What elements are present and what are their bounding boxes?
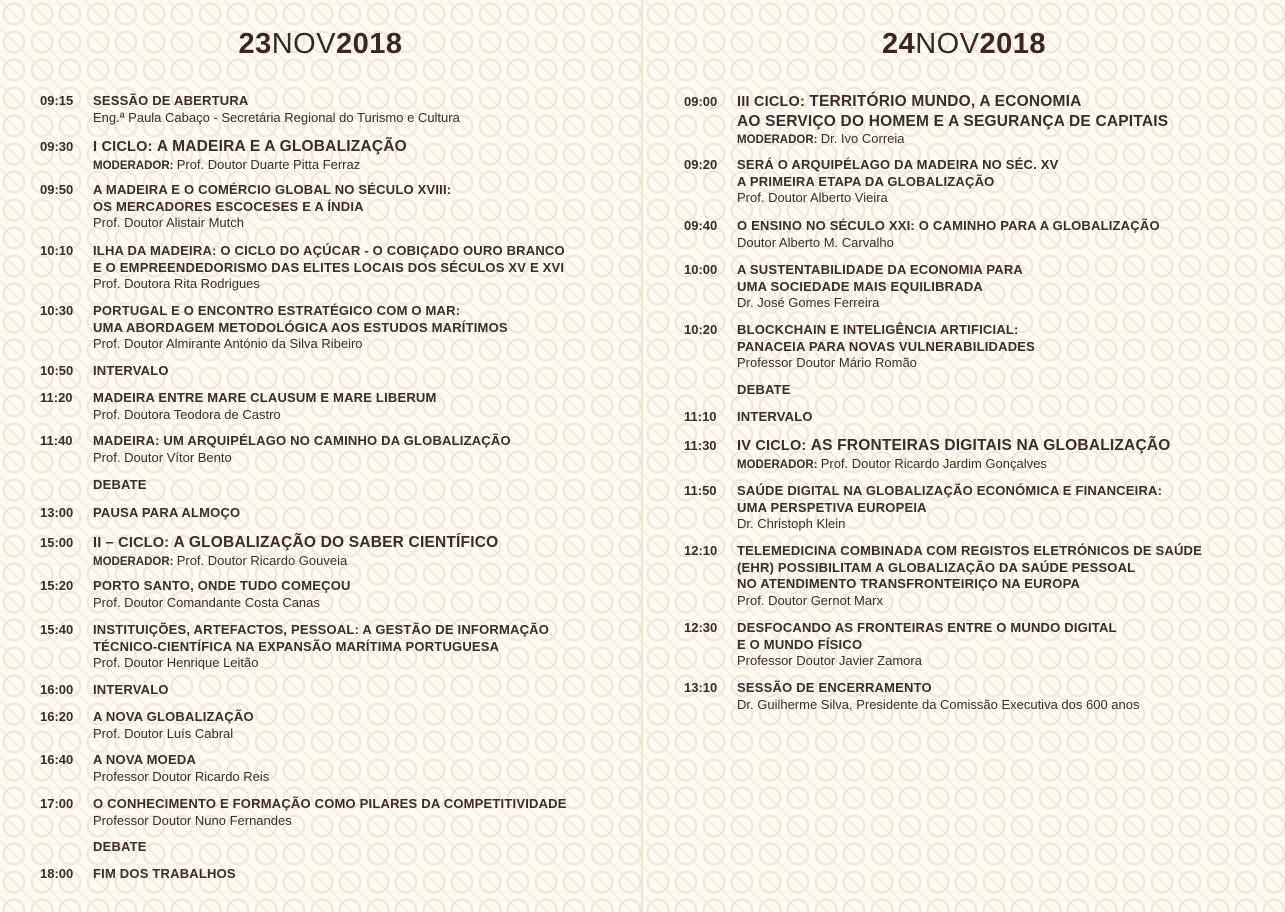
- session-title: MADEIRA: UM ARQUIPÉLAGO NO CAMINHO DA GLOBALIZAÇÃO: [93, 433, 511, 448]
- cycle-item: [40, 137, 620, 175]
- day1-date-heading: [0, 28, 641, 61]
- session-title: (EHR) POSSIBILITAM A GLOBALIZAÇÃO DA SAÚDE PESSOAL: [737, 559, 1136, 575]
- cycle-label: I CICLO:: [93, 139, 157, 155]
- schedule-item: [684, 409, 1279, 426]
- schedule-item: [40, 363, 620, 380]
- time-label: 10:20: [684, 322, 718, 337]
- session-title: UMA PERSPETIVA EUROPEIA: [737, 499, 927, 515]
- session-title: SERÁ O ARQUIPÉLAGO DA MADEIRA NO SÉC. XV: [737, 157, 1059, 172]
- day2-date-heading: [643, 28, 1285, 61]
- schedule-item: [40, 866, 620, 883]
- time-label: 09:20: [684, 157, 718, 172]
- time-label: 10:10: [40, 243, 74, 258]
- speaker-name: Prof. Doutor Henrique Leitão: [93, 655, 259, 670]
- session-title: PAUSA PARA ALMOÇO: [93, 505, 241, 520]
- schedule-item: [40, 622, 620, 672]
- time-label: 18:00: [40, 866, 74, 881]
- schedule-item: [684, 262, 1279, 312]
- session-title: TELEMEDICINA COMBINADA COM REGISTOS ELETRÓNICOS DE SAÚDE: [737, 543, 1203, 558]
- cycle-title: TERRITÓRIO MUNDO, A ECONOMIA: [809, 93, 1082, 110]
- schedule-item: [684, 620, 1279, 670]
- cycle-title: A MADEIRA E A GLOBALIZAÇÃO: [156, 138, 407, 155]
- time-label: 16:00: [40, 682, 74, 697]
- time-label: 13:00: [40, 505, 74, 520]
- time-label: 16:40: [40, 752, 74, 767]
- schedule-item: [40, 477, 620, 494]
- day1-date-month: NOV: [271, 28, 337, 60]
- speaker-name: Dr. Christoph Klein: [737, 516, 846, 531]
- schedule-item: [40, 796, 620, 829]
- speaker-name: Professor Doutor Javier Zamora: [737, 653, 922, 668]
- time-label: 11:40: [40, 433, 73, 448]
- session-title: A NOVA GLOBALIZAÇÃO: [93, 709, 254, 724]
- session-title: PORTO SANTO, ONDE TUDO COMEÇOU: [93, 578, 351, 593]
- cycle-heading: [93, 533, 620, 553]
- day2-date-year: 2018: [979, 28, 1047, 60]
- session-title: O ENSINO NO SÉCULO XXI: O CAMINHO PARA A GLOBALIZAÇÃO: [737, 218, 1160, 233]
- time-label: 11:10: [684, 409, 717, 424]
- time-label: 10:30: [40, 303, 74, 318]
- time-label: 16:20: [40, 709, 74, 724]
- cycle-item: [684, 436, 1279, 474]
- session-title: MADEIRA ENTRE MARE CLAUSUM E MARE LIBERUM: [93, 390, 437, 405]
- speaker-name: Prof. Doutora Rita Rodrigues: [93, 276, 260, 291]
- schedule-item: [684, 382, 1279, 399]
- time-label: 11:30: [684, 438, 717, 453]
- speaker-name: Prof. Doutor Comandante Costa Canas: [93, 594, 320, 610]
- session-title: SESSÃO DE ENCERRAMENTO: [737, 680, 932, 695]
- cycle-title: A GLOBALIZAÇÃO DO SABER CIENTÍFICO: [173, 534, 499, 551]
- time-label: 15:20: [40, 578, 74, 593]
- cycle-heading: [93, 137, 620, 157]
- session-title: UMA ABORDAGEM METODOLÓGICA AOS ESTUDOS MARÍTIMOS: [93, 319, 508, 335]
- schedule-item: [684, 322, 1279, 372]
- schedule-item: [684, 543, 1279, 609]
- cycle-item: [40, 533, 620, 571]
- speaker-name: Professor Doutor Nuno Fernandes: [93, 812, 292, 828]
- day2-date-month: NOV: [915, 28, 980, 60]
- time-label: 11:50: [684, 483, 717, 498]
- time-label: 15:40: [40, 622, 74, 637]
- speaker-name: Eng.ª Paula Cabaço - Secretária Regional do Turismo e Cultura: [93, 109, 460, 125]
- speaker-name: Dr. José Gomes Ferreira: [737, 295, 880, 310]
- speaker-name: Professor Doutor Ricardo Reis: [93, 768, 270, 784]
- speaker-name: Doutor Alberto M. Carvalho: [737, 234, 894, 250]
- moderator-label: MODERADOR:: [737, 134, 821, 146]
- session-title: PORTUGAL E O ENCONTRO ESTRATÉGICO COM O MAR:: [93, 303, 461, 318]
- schedule-item: [40, 839, 620, 856]
- cycle-heading: [737, 92, 1279, 112]
- moderator-line: [93, 157, 620, 175]
- time-label: 09:40: [684, 218, 718, 233]
- cycle-title: AS FRONTEIRAS DIGITAIS NA GLOBALIZAÇÃO: [810, 437, 1171, 454]
- schedule-item: [684, 680, 1279, 713]
- speaker-name: Prof. Doutor Luís Cabral: [93, 725, 234, 741]
- speaker-name: Professor Doutor Mário Romão: [737, 355, 917, 370]
- session-title: NO ATENDIMENTO TRANSFRONTEIRIÇO NA EUROPA: [737, 576, 1081, 591]
- speaker-name: Dr. Guilherme Silva, Presidente da Comissão Executiva dos 600 anos: [737, 696, 1140, 712]
- session-title: DESFOCANDO AS FRONTEIRAS ENTRE O MUNDO DIGITAL: [737, 620, 1117, 635]
- session-title: FIM DOS TRABALHOS: [93, 866, 236, 881]
- schedule-item: [40, 433, 620, 466]
- time-label: 12:30: [684, 620, 718, 635]
- session-title: E O MUNDO FÍSICO: [737, 636, 863, 652]
- speaker-name: Prof. Doutora Teodora de Castro: [93, 406, 281, 422]
- session-title: INSTITUIÇÕES, ARTEFACTOS, PESSOAL: A GESTÃO DE INFORMAÇÃO: [93, 622, 550, 637]
- time-label: 12:10: [684, 543, 718, 558]
- moderator-name: Prof. Doutor Duarte Pitta Ferraz: [176, 157, 361, 172]
- time-label: 09:15: [40, 93, 74, 108]
- session-title: ILHA DA MADEIRA: O CICLO DO AÇÚCAR - O COBIÇADO OURO BRANCO: [93, 243, 565, 258]
- moderator-line: [737, 131, 1279, 149]
- speaker-name: Prof. Doutor Alberto Vieira: [737, 190, 888, 205]
- session-title: OS MERCADORES ESCOCESES E A ÍNDIA: [93, 198, 364, 214]
- moderator-name: Prof. Doutor Ricardo Gouveia: [176, 553, 348, 568]
- session-title: INTERVALO: [737, 409, 813, 424]
- schedule-item: [40, 182, 620, 232]
- moderator-label: MODERADOR:: [93, 556, 177, 568]
- day2-date-day: 24: [881, 28, 916, 60]
- schedule-item: [684, 218, 1279, 251]
- schedule-item: [40, 303, 620, 353]
- moderator-name: Dr. Ivo Correia: [820, 131, 905, 146]
- speaker-name: Prof. Doutor Alistair Mutch: [93, 215, 244, 230]
- schedule-item: [40, 243, 620, 293]
- session-title: UMA SOCIEDADE MAIS EQUILIBRADA: [737, 278, 984, 294]
- schedule-item: [40, 709, 620, 742]
- cycle-item: [684, 92, 1279, 149]
- moderator-line: [93, 553, 620, 571]
- cycle-title-line2: AO SERVIÇO DO HOMEM E A SEGURANÇA DE CAPITAIS: [737, 113, 1169, 130]
- time-label: 10:00: [684, 262, 718, 277]
- session-title: DEBATE: [737, 382, 791, 397]
- schedule-item: [40, 390, 620, 423]
- speaker-name: Prof. Doutor Vítor Bento: [93, 449, 232, 465]
- time-label: 11:20: [40, 390, 73, 405]
- cycle-label: III CICLO:: [737, 94, 810, 110]
- session-title: O CONHECIMENTO E FORMAÇÃO COMO PILARES DA COMPETITIVIDADE: [93, 796, 567, 811]
- session-title: A SUSTENTABILIDADE DA ECONOMIA PARA: [737, 262, 1024, 277]
- moderator-label: MODERADOR:: [93, 160, 177, 172]
- session-title: E O EMPREENDEDORISMO DAS ELITES LOCAIS DOS SÉCULOS XV E XVI: [93, 259, 565, 275]
- day2-page: [643, 0, 1285, 912]
- time-label: 09:00: [684, 94, 718, 109]
- session-title: INTERVALO: [93, 682, 169, 697]
- session-title: DEBATE: [93, 839, 147, 854]
- session-title: A PRIMEIRA ETAPA DA GLOBALIZAÇÃO: [737, 173, 995, 189]
- day1-date-year: 2018: [336, 28, 403, 60]
- cycle-label: II – CICLO:: [93, 535, 174, 551]
- schedule-item: [684, 157, 1279, 207]
- session-title: PANACEIA PARA NOVAS VULNERABILIDADES: [737, 338, 1036, 354]
- time-label: 15:00: [40, 535, 74, 550]
- day1-page: [0, 0, 641, 912]
- session-title: SAÚDE DIGITAL NA GLOBALIZAÇÃO ECONÓMICA E FINANCEIRA:: [737, 483, 1163, 498]
- session-title: INTERVALO: [93, 363, 169, 378]
- time-label: 09:30: [40, 139, 74, 154]
- session-title: BLOCKCHAIN E INTELIGÊNCIA ARTIFICIAL:: [737, 322, 1019, 337]
- schedule-item: [40, 682, 620, 699]
- session-title: A MADEIRA E O COMÉRCIO GLOBAL NO SÉCULO XVIII:: [93, 182, 452, 197]
- speaker-name: Prof. Doutor Gernot Marx: [737, 592, 883, 608]
- moderator-line: [737, 456, 1279, 474]
- speaker-name: Prof. Doutor Almirante António da Silva Ribeiro: [93, 336, 363, 351]
- schedule-item: [40, 93, 620, 126]
- moderator-name: Prof. Doutor Ricardo Jardim Gonçalves: [820, 456, 1047, 471]
- time-label: 13:10: [684, 680, 718, 695]
- time-label: 10:50: [40, 363, 74, 378]
- cycle-heading: [737, 436, 1279, 456]
- moderator-label: MODERADOR:: [737, 459, 821, 471]
- schedule-item: [40, 752, 620, 785]
- session-title: TÉCNICO-CIENTÍFICA NA EXPANSÃO MARÍTIMA PORTUGUESA: [93, 638, 500, 654]
- session-title: DEBATE: [93, 477, 147, 492]
- session-title: A NOVA MOEDA: [93, 752, 197, 767]
- schedule-item: [40, 578, 620, 611]
- schedule-item: [684, 483, 1279, 533]
- day1-date-day: 23: [238, 28, 272, 60]
- schedule-item: [40, 505, 620, 522]
- cycle-label: IV CICLO:: [737, 438, 811, 454]
- time-label: 17:00: [40, 796, 74, 811]
- time-label: 09:50: [40, 182, 74, 197]
- session-title: SESSÃO DE ABERTURA: [93, 93, 249, 108]
